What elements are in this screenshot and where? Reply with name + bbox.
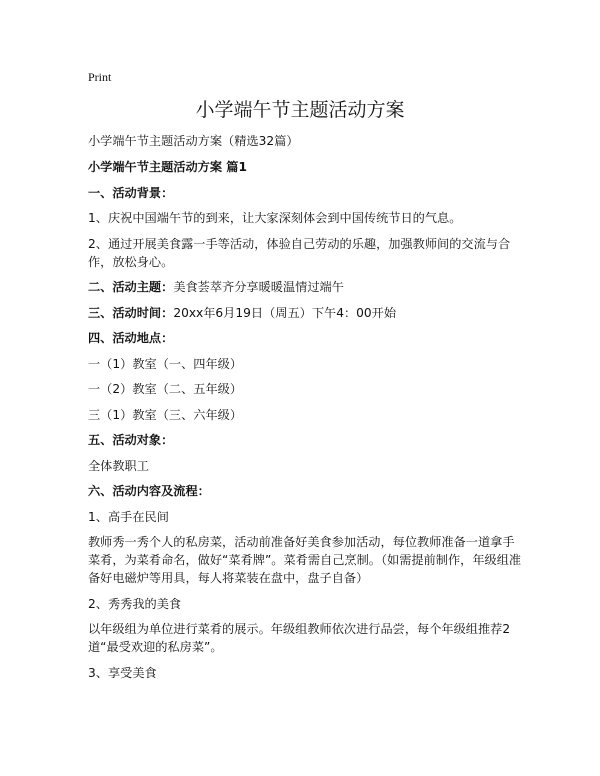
time-value: 20xx年6月19日（周五）下午4：00开始 xyxy=(173,305,397,320)
step-1-body: 教师秀一秀个人的私房菜，活动前准备好美食参加活动，每位教师准备一道拿手菜肴，为菜肴命名，做好“菜肴牌”。菜肴需自己烹制。（如需提前制作，年级组准备好电磁炉等用具，每人将菜装在盘中，盘子自备） xyxy=(88,535,522,585)
section-heading-content: 六、活动内容及流程： xyxy=(88,484,210,498)
document-subtitle: 小学端午节主题活动方案（精选32篇） xyxy=(88,134,299,148)
time-label: 三、活动时间： xyxy=(88,305,174,320)
step-1-title: 1、高手在民间 xyxy=(88,509,169,524)
article-title: 小学端午节主题活动方案 篇1 xyxy=(88,160,247,174)
theme-line xyxy=(88,278,522,296)
document-title: 小学端午节主题活动方案 xyxy=(195,99,405,121)
document-body xyxy=(88,132,522,689)
section-heading-background: 一、活动背景： xyxy=(88,185,174,200)
background-paragraph-1: 1、庆祝中国端午节的到来，让大家深刻体会到中国传统节日的气息。 xyxy=(88,211,462,225)
time-line xyxy=(88,304,522,322)
section-heading-location: 四、活动地点： xyxy=(88,331,174,345)
theme-value: 美食荟萃齐分享暖暖温情过端午 xyxy=(173,280,344,294)
background-paragraph-2: 2、通过开展美食露一手等活动，体验自己劳动的乐趣，加强教师间的交流与合作，放松身心。 xyxy=(88,236,511,269)
step-2-body: 以年级组为单位进行菜肴的展示。年级组教师依次进行品尝，每个年级组推荐2道“最受欢迎的私房菜”。 xyxy=(88,622,511,654)
step-2-title: 2、秀秀我的美食 xyxy=(88,596,182,611)
theme-label: 二、活动主题： xyxy=(88,280,174,294)
section-heading-target: 五、活动对象： xyxy=(88,433,174,447)
print-link[interactable]: Print xyxy=(88,70,112,84)
location-item-1: 一（1）教室（一、四年级） xyxy=(88,356,243,371)
target-value: 全体教职工 xyxy=(88,458,149,473)
location-item-2: 一（2）教室（二、五年级） xyxy=(88,382,243,396)
location-item-3: 三（1）教室（三、六年级） xyxy=(88,407,243,422)
step-3-title: 3、享受美食 xyxy=(88,665,157,680)
